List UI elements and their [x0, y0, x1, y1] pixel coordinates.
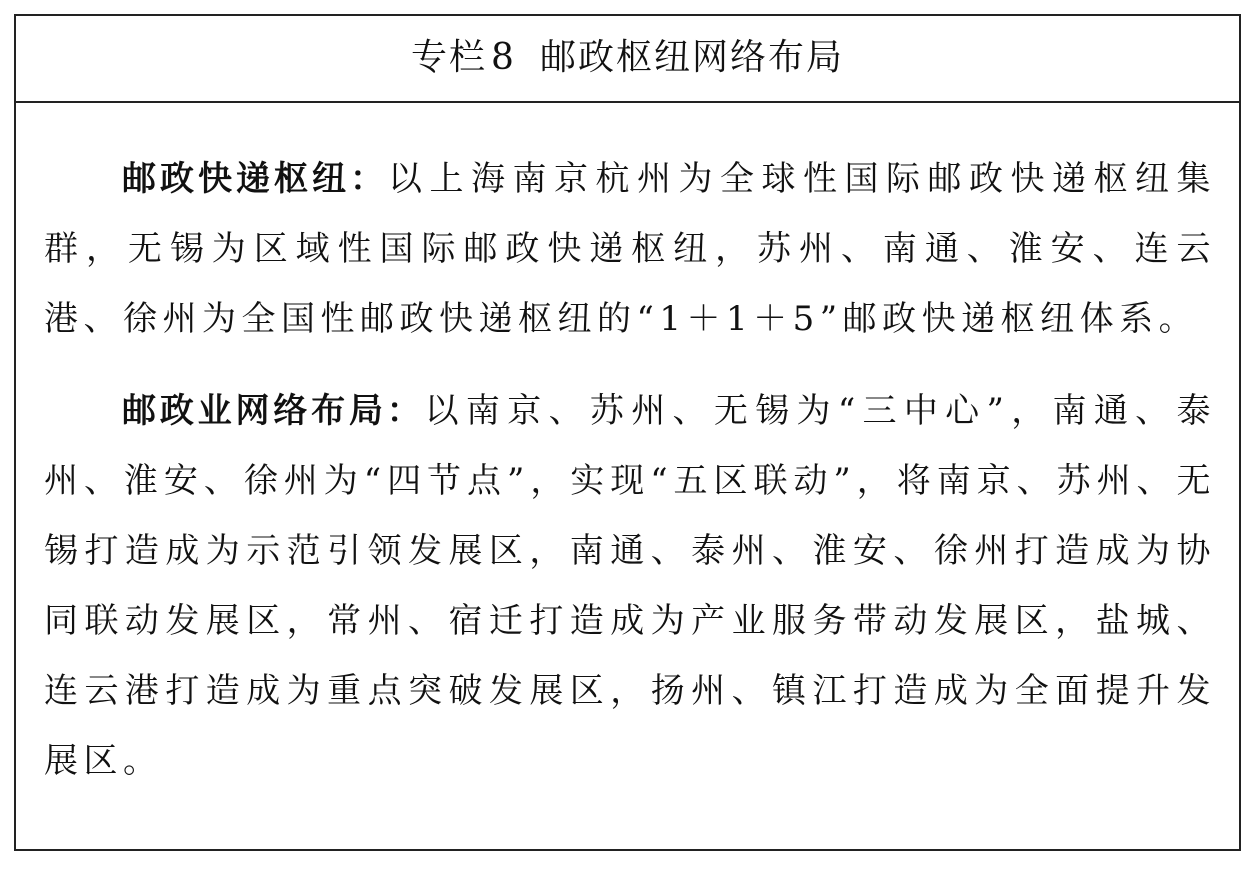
paragraph-body: 以南京、苏州、无锡为“三中心”，南通、泰州、淮安、徐州为“四节点”，实现“五区联动”，将南京、苏州、无锡打造成为示范引领发展区，南通、泰州、淮安、徐州打造成为协同联动发展区，常州、宿迁打造成为产业服务带动发展区，盐城、连云港打造成为重点突破发展区，扬州、镇江打造成为全面提升发展区。	[44, 391, 1217, 781]
column-title-prefix: 专栏	[411, 37, 488, 78]
paragraph-express-hub	[44, 144, 1216, 354]
column-title-text: 邮政枢纽网络布局	[539, 37, 844, 78]
paragraph-body: 以上海南京杭州为全球性国际邮政快递枢纽集群，无锡为区域性国际邮政快递枢纽，苏州、南通、淮安、连云港、徐州为全国性邮政快递枢纽的“1＋1＋5”邮政快递枢纽体系。	[44, 159, 1216, 339]
paragraph-heading: 邮政快递枢纽：	[122, 159, 388, 199]
column-title-bar	[16, 16, 1239, 103]
column-title	[411, 36, 844, 80]
column-box	[14, 14, 1241, 851]
column-content	[44, 144, 1216, 818]
paragraph-heading: 邮政业网络布局：	[122, 391, 425, 431]
column-title-number: 8	[491, 37, 516, 78]
paragraph-network-layout	[44, 376, 1216, 796]
